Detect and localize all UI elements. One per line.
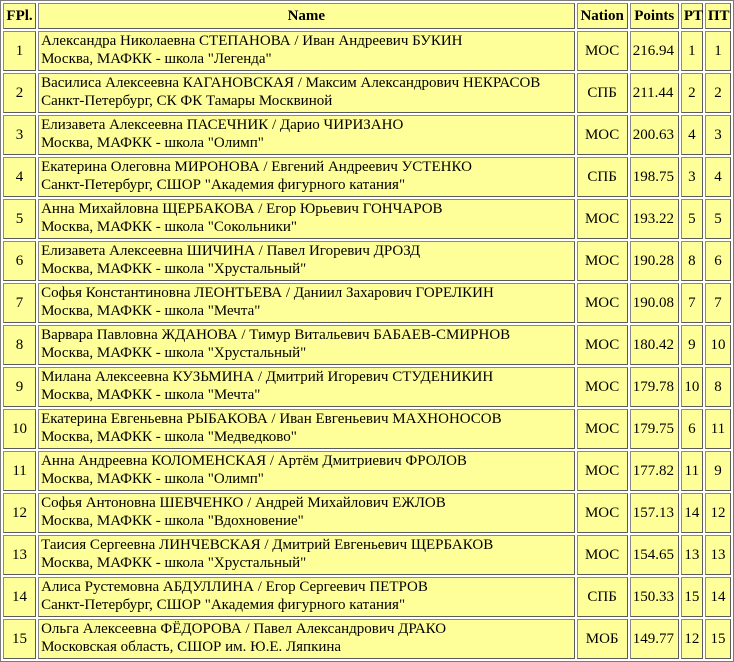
pair-names: Екатерина Олеговна МИРОНОВА / Евгений Андреевич УСТЕНКО — [41, 159, 472, 175]
place-cell: 12 — [3, 493, 36, 533]
pair-names: Алиса Рустемовна АБДУЛЛИНА / Егор Сергеевич ПЕТРОВ — [41, 579, 428, 595]
pt-rank-cell: 4 — [681, 115, 703, 155]
points-cell: 211.44 — [630, 73, 679, 113]
header-fpl: FPl. — [3, 3, 36, 29]
pt-rank-cell: 13 — [681, 535, 703, 575]
pair-names: Анна Михайловна ЩЕРБАКОВА / Егор Юрьевич ГОНЧАРОВ — [41, 201, 443, 217]
club-name: Санкт-Петербург, СК ФК Тамары Москвиной — [41, 93, 333, 109]
club-name: Москва, МАФКК - школа "Олимп" — [41, 471, 264, 487]
nation-cell: МОС — [577, 493, 628, 533]
pt2-rank-cell: 4 — [705, 157, 731, 197]
pt-rank-cell: 2 — [681, 73, 703, 113]
table-row — [3, 157, 731, 197]
place-cell: 1 — [3, 31, 36, 71]
table-row — [3, 283, 731, 323]
results-body — [3, 31, 731, 659]
points-cell: 190.08 — [630, 283, 679, 323]
pair-cell — [38, 283, 574, 323]
pt2-rank-cell: 2 — [705, 73, 731, 113]
nation-cell: МОБ — [577, 619, 628, 659]
nation-cell: МОС — [577, 241, 628, 281]
nation-cell: МОС — [577, 535, 628, 575]
place-cell: 6 — [3, 241, 36, 281]
pt2-rank-cell: 5 — [705, 199, 731, 239]
header-pt2: ПТ — [705, 3, 731, 29]
place-cell: 15 — [3, 619, 36, 659]
pair-cell — [38, 577, 574, 617]
pt2-rank-cell: 9 — [705, 451, 731, 491]
place-cell: 11 — [3, 451, 36, 491]
pair-cell — [38, 199, 574, 239]
pair-cell — [38, 73, 574, 113]
header-name: Name — [38, 3, 574, 29]
pt2-rank-cell: 12 — [705, 493, 731, 533]
table-row — [3, 367, 731, 407]
table-row — [3, 619, 731, 659]
points-cell: 179.75 — [630, 409, 679, 449]
pt2-rank-cell: 11 — [705, 409, 731, 449]
place-cell: 3 — [3, 115, 36, 155]
pt2-rank-cell: 8 — [705, 367, 731, 407]
place-cell: 13 — [3, 535, 36, 575]
points-cell: 193.22 — [630, 199, 679, 239]
pair-cell — [38, 241, 574, 281]
pair-cell — [38, 451, 574, 491]
pair-cell — [38, 31, 574, 71]
table-row — [3, 241, 731, 281]
club-name: Москва, МАФКК - школа "Олимп" — [41, 135, 264, 151]
points-cell: 177.82 — [630, 451, 679, 491]
club-name: Москва, МАФКК - школа "Вдохновение" — [41, 513, 304, 529]
club-name: Москва, МАФКК - школа "Сокольники" — [41, 219, 298, 235]
pt2-rank-cell: 7 — [705, 283, 731, 323]
club-name: Москва, МАФКК - школа "Легенда" — [41, 51, 272, 67]
pt-rank-cell: 10 — [681, 367, 703, 407]
table-row — [3, 451, 731, 491]
points-cell: 190.28 — [630, 241, 679, 281]
club-name: Москва, МАФКК - школа "Мечта" — [41, 303, 261, 319]
pair-cell — [38, 367, 574, 407]
pt2-rank-cell: 6 — [705, 241, 731, 281]
points-cell: 180.42 — [630, 325, 679, 365]
nation-cell: МОС — [577, 115, 628, 155]
club-name: Москва, МАФКК - школа "Мечта" — [41, 387, 261, 403]
pt-rank-cell: 3 — [681, 157, 703, 197]
pt-rank-cell: 14 — [681, 493, 703, 533]
pair-cell — [38, 409, 574, 449]
table-row — [3, 31, 731, 71]
header-points: Points — [630, 3, 679, 29]
club-name: Санкт-Петербург, СШОР "Академия фигурного катания" — [41, 597, 406, 613]
place-cell: 14 — [3, 577, 36, 617]
pt2-rank-cell: 13 — [705, 535, 731, 575]
pair-cell — [38, 157, 574, 197]
table-row — [3, 535, 731, 575]
pair-names: Елизавета Алексеевна ПАСЕЧНИК / Дарио ЧИРИЗАНО — [41, 117, 404, 133]
pair-names: Александра Николаевна СТЕПАНОВА / Иван Андреевич БУКИН — [41, 33, 463, 49]
place-cell: 5 — [3, 199, 36, 239]
points-cell: 149.77 — [630, 619, 679, 659]
pair-names: Елизавета Алексеевна ШИЧИНА / Павел Игоревич ДРОЗД — [41, 243, 421, 259]
place-cell: 9 — [3, 367, 36, 407]
table-row — [3, 199, 731, 239]
pt2-rank-cell: 1 — [705, 31, 731, 71]
pt-rank-cell: 6 — [681, 409, 703, 449]
pair-names: Софья Константиновна ЛЕОНТЬЕВА / Даниил Захарович ГОРЕЛКИН — [41, 285, 494, 301]
pt-rank-cell: 11 — [681, 451, 703, 491]
pair-names: Екатерина Евгеньевна РЫБАКОВА / Иван Евгеньевич МАХНОНОСОВ — [41, 411, 502, 427]
table-row — [3, 577, 731, 617]
pair-names: Ольга Алексеевна ФЁДОРОВА / Павел Александрович ДРАКО — [41, 621, 447, 637]
club-name: Санкт-Петербург, СШОР "Академия фигурного катания" — [41, 177, 406, 193]
header-nation: Nation — [577, 3, 628, 29]
club-name: Москва, МАФКК - школа "Хрустальный" — [41, 345, 307, 361]
place-cell: 4 — [3, 157, 36, 197]
nation-cell: МОС — [577, 325, 628, 365]
pt2-rank-cell: 10 — [705, 325, 731, 365]
pt-rank-cell: 1 — [681, 31, 703, 71]
nation-cell: МОС — [577, 199, 628, 239]
points-cell: 200.63 — [630, 115, 679, 155]
nation-cell: МОС — [577, 451, 628, 491]
pair-cell — [38, 325, 574, 365]
place-cell: 7 — [3, 283, 36, 323]
pt2-rank-cell: 15 — [705, 619, 731, 659]
header-row — [3, 3, 731, 29]
nation-cell: МОС — [577, 283, 628, 323]
points-cell: 150.33 — [630, 577, 679, 617]
pair-names: Василиса Алексеевна КАГАНОВСКАЯ / Максим Александрович НЕКРАСОВ — [41, 75, 541, 91]
pt-rank-cell: 5 — [681, 199, 703, 239]
table-row — [3, 325, 731, 365]
pt-rank-cell: 15 — [681, 577, 703, 617]
points-cell: 154.65 — [630, 535, 679, 575]
club-name: Москва, МАФКК - школа "Хрустальный" — [41, 261, 307, 277]
pair-names: Таисия Сергеевна ЛИНЧЕВСКАЯ / Дмитрий Евгеньевич ЩЕРБАКОВ — [41, 537, 494, 553]
points-cell: 198.75 — [630, 157, 679, 197]
place-cell: 8 — [3, 325, 36, 365]
pair-names: Варвара Павловна ЖДАНОВА / Тимур Витальевич БАБАЕВ-СМИРНОВ — [41, 327, 511, 343]
header-pt: PT — [681, 3, 703, 29]
pair-cell — [38, 115, 574, 155]
points-cell: 216.94 — [630, 31, 679, 71]
pair-cell — [38, 535, 574, 575]
pt-rank-cell: 8 — [681, 241, 703, 281]
nation-cell: СПБ — [577, 157, 628, 197]
place-cell: 10 — [3, 409, 36, 449]
table-row — [3, 115, 731, 155]
nation-cell: МОС — [577, 409, 628, 449]
nation-cell: СПБ — [577, 73, 628, 113]
pt-rank-cell: 7 — [681, 283, 703, 323]
nation-cell: СПБ — [577, 577, 628, 617]
club-name: Москва, МАФКК - школа "Медведково" — [41, 429, 297, 445]
pt2-rank-cell: 3 — [705, 115, 731, 155]
pt-rank-cell: 12 — [681, 619, 703, 659]
pt2-rank-cell: 14 — [705, 577, 731, 617]
points-cell: 157.13 — [630, 493, 679, 533]
nation-cell: МОС — [577, 367, 628, 407]
table-row — [3, 493, 731, 533]
pair-cell — [38, 493, 574, 533]
pair-names: Софья Антоновна ШЕВЧЕНКО / Андрей Михайлович ЕЖЛОВ — [41, 495, 446, 511]
table-row — [3, 409, 731, 449]
table-row — [3, 73, 731, 113]
pt-rank-cell: 9 — [681, 325, 703, 365]
points-cell: 179.78 — [630, 367, 679, 407]
club-name: Москва, МАФКК - школа "Хрустальный" — [41, 555, 307, 571]
place-cell: 2 — [3, 73, 36, 113]
nation-cell: МОС — [577, 31, 628, 71]
pair-names: Анна Андреевна КОЛОМЕНСКАЯ / Артём Дмитриевич ФРОЛОВ — [41, 453, 467, 469]
pair-names: Милана Алексеевна КУЗЬМИНА / Дмитрий Игоревич СТУДЕНИКИН — [41, 369, 494, 385]
club-name: Московская область, СШОР им. Ю.Е. Ляпкина — [41, 639, 342, 655]
pair-cell — [38, 619, 574, 659]
